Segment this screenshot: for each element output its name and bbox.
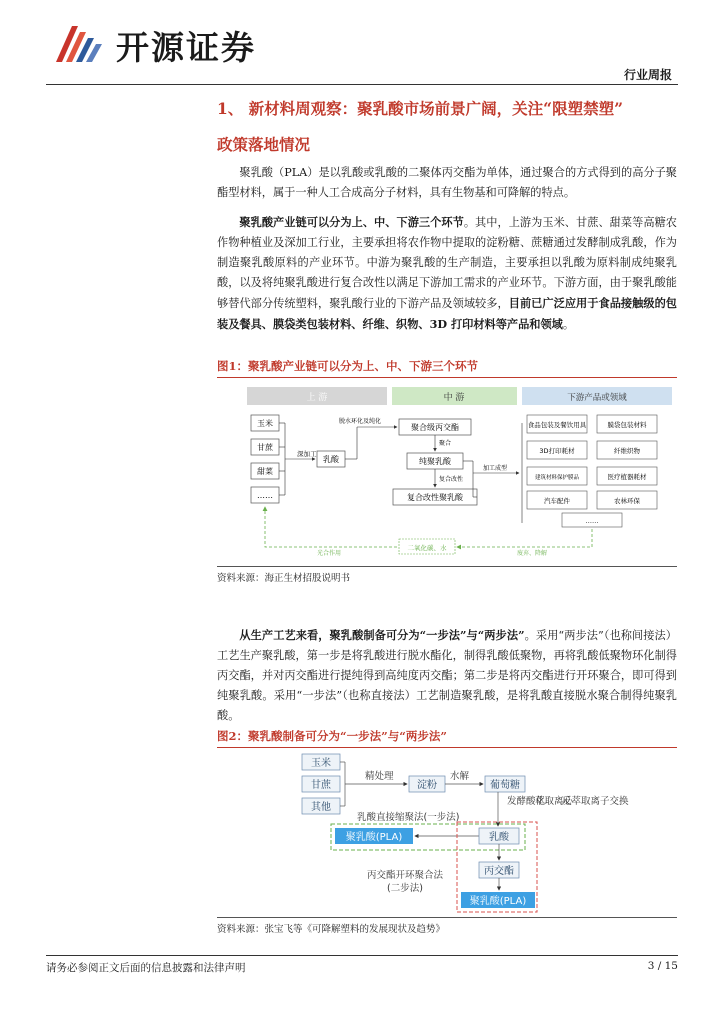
section-heading-line2: 政策落地情况 — [217, 135, 311, 154]
page-number: 3 / 15 — [647, 960, 678, 972]
logo-mark-icon — [52, 22, 108, 68]
ion-exchange-label: 反萃取离子交换 — [562, 796, 629, 807]
lactide2-label: 丙交酯 — [484, 866, 514, 877]
pla-label-1: 聚乳酸(PLA) — [345, 832, 403, 843]
dehydration-label: 脱水环化及纯化 — [339, 418, 382, 425]
photosynthesis-label: 光合作用 — [317, 550, 342, 557]
paragraph-industry-chain — [217, 212, 677, 335]
para-end: 。 — [562, 318, 575, 331]
direct-method-label: 乳酸直接缩聚法(一步法) — [357, 812, 460, 823]
deep-process-label: 深加工 — [297, 450, 317, 458]
extract-label: 萃取离心 — [535, 796, 574, 807]
up-item-beet-label: 甜菜 — [257, 467, 273, 476]
para-bold-chain: 聚乳酸产业链可以分为上、中、下游三个环节 — [239, 215, 464, 229]
down-item-3d-label: 3D打印耗材 — [539, 447, 575, 455]
pla-label-2: 聚乳酸(PLA) — [469, 896, 527, 907]
two-step-label: (二步法) — [387, 883, 423, 894]
header-divider — [46, 84, 678, 85]
para-bold-applications: 目前已广泛应用于食品接触级的包装及餐具、膜袋类包装材料、纤维、织物、3D 打印材料等产品和领域 — [217, 296, 677, 331]
figure2-source-divider — [217, 917, 677, 918]
figure1-source: 资料来源：海正生材招股说明书 — [217, 573, 351, 584]
process-shape-label: 加工成型 — [483, 465, 508, 472]
refine-label: 精处理 — [365, 771, 394, 782]
starch-label: 淀粉 — [417, 780, 437, 791]
footer-disclaimer: 请务必参阅正文后面的信息披露和法律声明 — [46, 962, 246, 974]
paragraph-process — [217, 625, 677, 726]
lactic-acid-label: 乳酸 — [323, 455, 339, 464]
midstream-label: 中 游 — [443, 393, 465, 403]
raw-cane-label: 甘蔗 — [311, 780, 331, 791]
ferment-label: 发酵酸化 — [507, 796, 546, 807]
pure-pla-label: 纯聚乳酸 — [419, 457, 451, 466]
up-item-sugarcane-label: 甘蔗 — [257, 443, 273, 452]
figure1-diagram — [217, 383, 677, 563]
polymerize-label: 聚合 — [439, 440, 452, 447]
down-item-agri-label: 农林环保 — [614, 497, 640, 505]
report-type: 行业周报 — [623, 68, 672, 82]
composite-pla-label: 复合改性聚乳酸 — [407, 493, 463, 502]
company-logo-text: 开源证券 — [116, 28, 256, 67]
lactide-label: 聚合级丙交酯 — [411, 423, 459, 432]
lactic-label: 乳酸 — [489, 832, 509, 843]
footer-divider — [46, 955, 678, 956]
figure2-title: 图2：聚乳酸制备可分为“一步法”与“两步法” — [217, 728, 677, 748]
ring-open-label: 丙交酯开环聚合法 — [366, 870, 444, 881]
raw-other-label: 其他 — [311, 802, 331, 813]
para-bold-process: 从生产工艺来看，聚乳酸制备可分为“一步法”与“两步法” — [239, 628, 525, 642]
down-item-film-label: 膜袋包装材料 — [607, 421, 647, 429]
upstream-label: 上 游 — [306, 393, 328, 403]
figure2-source: 资料来源：张宝飞等《可降解塑料的发展现状及趋势》 — [217, 924, 446, 935]
hydrolysis-label: 水解 — [450, 771, 470, 782]
figure1-source-divider — [217, 566, 677, 567]
down-item-more-label: …… — [585, 517, 599, 525]
section-heading-line1: 1、 新材料周观察：聚乳酸市场前景广阔，关注“限塑禁塑” — [217, 99, 624, 118]
down-item-auto-label: 汽车配件 — [544, 497, 570, 505]
glucose-label: 葡萄糖 — [490, 780, 520, 791]
figure2-diagram — [217, 752, 677, 914]
composite-mod-label: 复合改性 — [439, 476, 464, 483]
down-item-fiber-label: 纤维织物 — [614, 447, 640, 455]
degrade-label: 废弃、降解 — [517, 550, 548, 557]
down-item-build-label: 建筑材料保护膜品 — [534, 475, 580, 481]
down-item-medical-label: 医疗植器耗材 — [607, 473, 647, 481]
paragraph-pla-intro: 聚乳酸（PLA）是以乳酸或乳酸的二聚体丙交酯为单体，通过聚合的方式得到的高分子聚酯型材料，属于一种人工合成高分子材料，具有生物基和可降解的特点。 — [217, 166, 677, 199]
downstream-label: 下游产品或领域 — [567, 393, 627, 403]
up-item-more-label: …… — [257, 491, 273, 500]
raw-corn-label: 玉米 — [311, 758, 331, 769]
para-text-process: 。采用“两步法”（也称间接法）工艺生产聚乳酸，第一步是将乳酸进行脱水酯化，制得乳酸低聚物，再将乳酸低聚物环化制得丙交酯，并对丙交酯进行提纯得到高纯度丙交酯；第二步是将丙交酯进行开环聚合，即可得到纯聚乳酸。采用“一步法”（也称直接法）工艺制造聚乳酸，是将乳酸直接脱水聚合制得纯聚乳酸。 — [217, 629, 677, 722]
para-text-chain: 。其中，上游为玉米、甘蔗、甜菜等高糖农作物种植业及深加工行业，主要承担将农作物中提取的淀粉糖、蔗糖通过发酵制成乳酸，作为制造聚乳酸原料的产业环节。中游为聚乳酸的生产制造，主要承担以乳酸为原料制成纯聚乳酸，以及将纯聚乳酸进行复合改性以满足下游加工需求的产业环节。下游方面，由于聚乳酸能够替代部分传统塑料，聚乳酸行业的下游产品及领域较多， — [217, 216, 677, 310]
co2-water-label: 二氧化碳、水 — [407, 544, 447, 552]
up-item-corn-label: 玉米 — [257, 419, 273, 428]
figure1-title: 图1：聚乳酸产业链可以分为上、中、下游三个环节 — [217, 358, 677, 378]
down-item-food-label: 食品包装及餐饮用具 — [527, 421, 587, 429]
